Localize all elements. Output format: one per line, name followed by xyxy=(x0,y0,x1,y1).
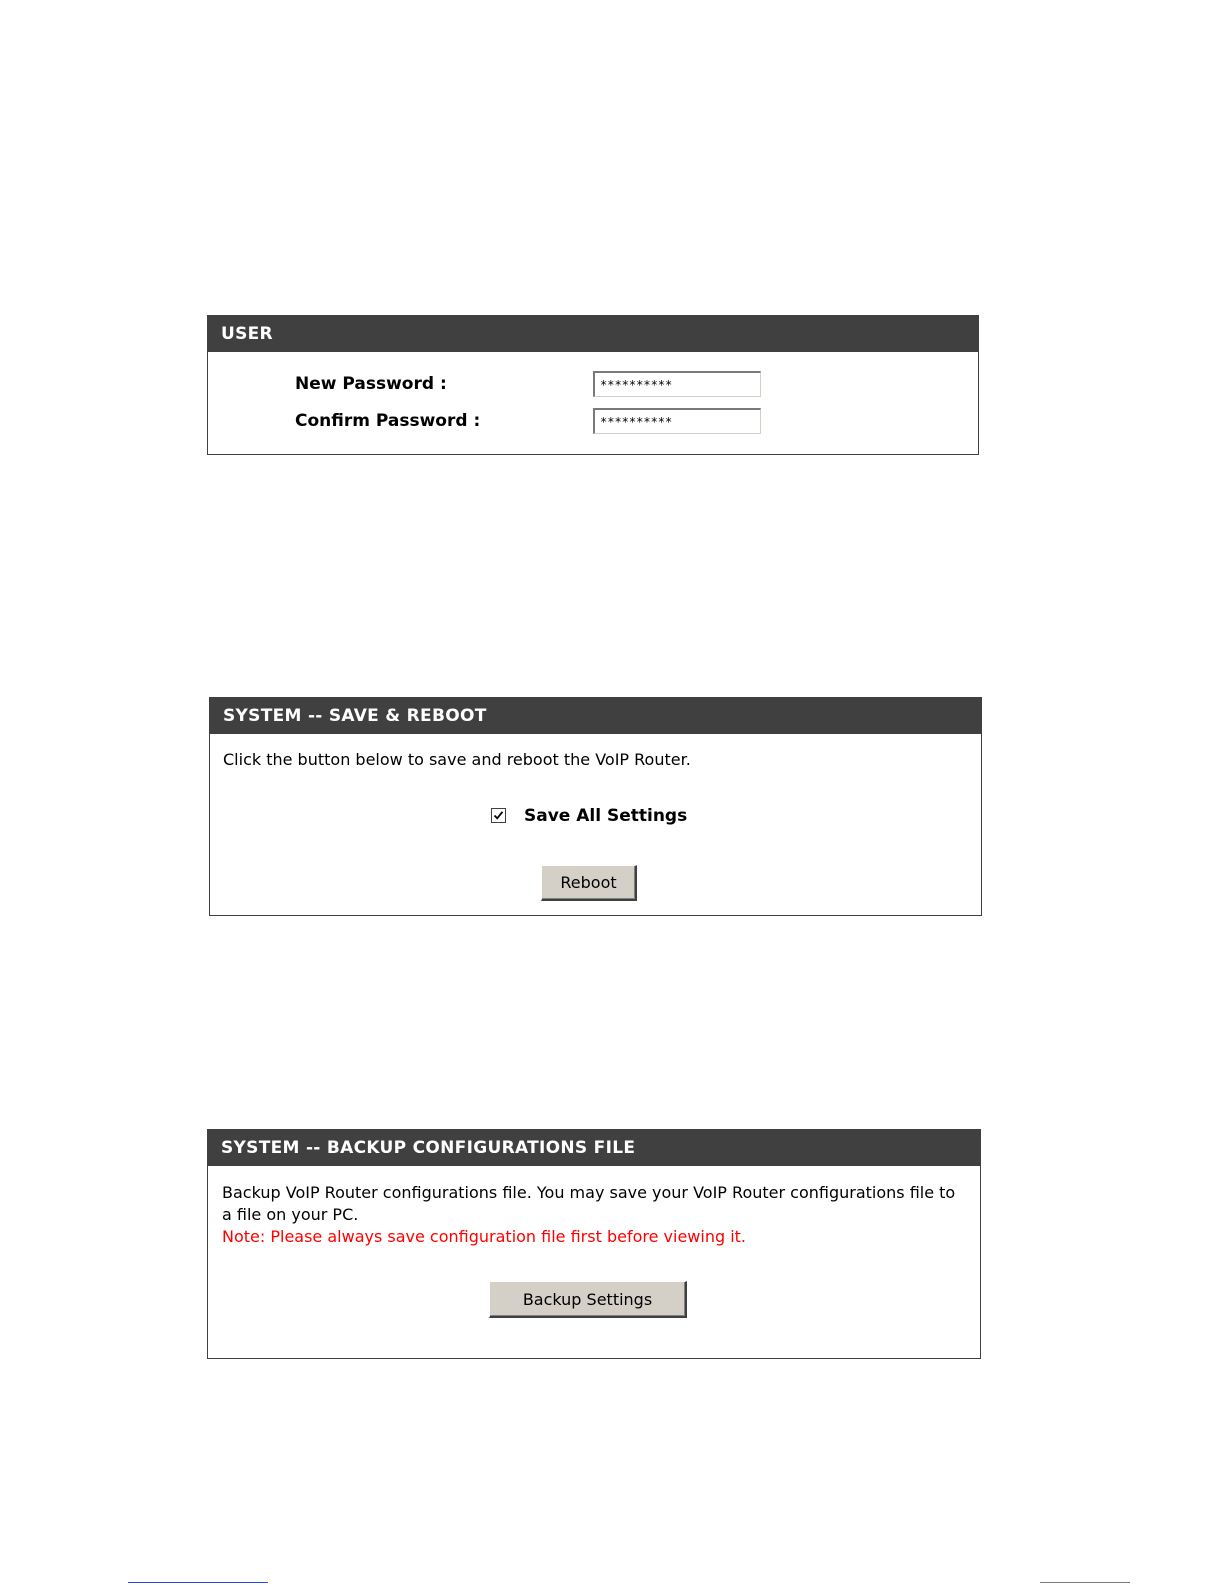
backup-panel-title: SYSTEM -- BACKUP CONFIGURATIONS FILE xyxy=(208,1130,980,1166)
save-all-settings-label: Save All Settings xyxy=(524,806,688,826)
backup-settings-button[interactable]: Backup Settings xyxy=(489,1281,687,1318)
confirm-password-label: Confirm Password : xyxy=(295,411,481,431)
confirm-password-input[interactable] xyxy=(593,408,761,434)
user-panel-title: USER xyxy=(208,316,978,352)
backup-description: Backup VoIP Router configurations file. You may save your VoIP Router configurations file to a file on your PC. xyxy=(222,1183,956,1224)
user-panel xyxy=(207,315,979,455)
footer-divider xyxy=(128,1582,268,1583)
save-reboot-panel-title: SYSTEM -- SAVE & REBOOT xyxy=(210,698,981,734)
reboot-description: Click the button below to save and reboot the VoIP Router. xyxy=(223,750,691,769)
new-password-input[interactable] xyxy=(593,371,761,397)
backup-panel xyxy=(207,1129,981,1359)
save-reboot-panel xyxy=(209,697,982,916)
reboot-button[interactable]: Reboot xyxy=(541,865,637,901)
new-password-label: New Password : xyxy=(295,374,447,394)
footer-divider xyxy=(1040,1582,1130,1583)
check-icon xyxy=(493,810,504,821)
save-all-settings-checkbox[interactable] xyxy=(491,808,506,823)
backup-note: Note: Please always save configuration file first before viewing it. xyxy=(222,1227,747,1246)
